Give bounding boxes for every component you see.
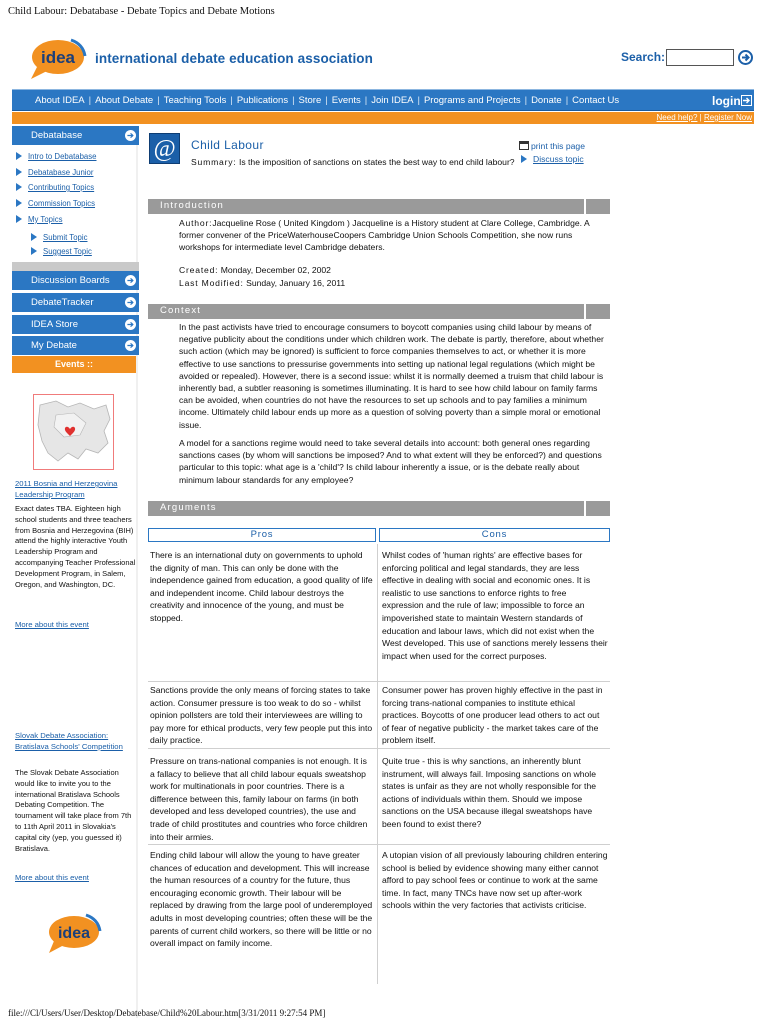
discuss-topic-link[interactable] <box>521 154 584 164</box>
sidebar-tab-debatetracker[interactable] <box>12 293 139 312</box>
section-header-context <box>148 304 610 319</box>
event2-title-link[interactable]: Slovak Debate Association: Bratislava Schools' Competition <box>15 731 123 751</box>
pro-argument-1: There is an international duty on governments to uphold the dignity of man. This can only be done with the independence gained from education, a good quality of life and independent income. Child labour destroys the creativity and innocence of the young, and must be stopped. <box>150 550 373 623</box>
nav-separator: | <box>230 95 233 106</box>
register-link[interactable]: Register Now <box>703 113 752 122</box>
divider <box>584 199 586 214</box>
nav-separator: | <box>417 95 420 106</box>
discuss-topic-label[interactable]: Discuss topic <box>533 154 584 164</box>
sidebar-link-label[interactable]: Intro to Debatabase <box>28 152 97 161</box>
triangle-icon <box>16 168 22 176</box>
row-divider <box>148 681 610 682</box>
org-name: international debate education association <box>95 51 374 66</box>
document-print-footer: file:///Cl/Users/User/Desktop/Debatebase/Child%20Labour.htm[3/31/2011 9:27:54 PM] <box>8 1008 326 1018</box>
nav-donate[interactable]: Donate <box>531 95 562 106</box>
help-links <box>657 113 752 122</box>
sidebar-tab-label: Discussion Boards <box>31 275 110 286</box>
triangle-icon <box>521 155 527 163</box>
login-button[interactable]: login <box>712 94 741 108</box>
triangle-icon <box>16 183 22 191</box>
event2-more-link[interactable]: More about this event <box>15 873 89 882</box>
pro-argument-4: Ending child labour will allow the young to have greater chances of education and development. This will increase the human resources of a country for the future, thus encouraging economic growth. Their labour will be replaced by drawing from the large pool of underemployed adults in most developing countries; often these will be the parents of current child workers, so there will be little or no overall impact on family income. <box>150 850 373 949</box>
help-bar <box>12 112 754 124</box>
event1-title-link[interactable]: 2011 Bosnia and Herzegovina Leadership Program <box>15 479 118 499</box>
modified-value: Sunday, January 16, 2011 <box>246 278 346 288</box>
modified-line <box>179 277 345 289</box>
arrow-right-icon: ➔ <box>125 130 136 141</box>
sidebar-spacer <box>12 262 139 271</box>
nav-separator: | <box>524 95 528 106</box>
sidebar-link-contributing[interactable] <box>16 183 94 192</box>
triangle-icon <box>31 247 37 255</box>
sidebar-link-label[interactable]: Commission Topics <box>28 199 96 208</box>
arrow-right-icon: ➔ <box>125 275 136 286</box>
nav-contact-us[interactable]: Contact Us <box>572 95 620 106</box>
sidebar-tab-label: Debatabase <box>31 130 83 141</box>
divider <box>584 501 586 516</box>
topic-summary <box>191 157 519 169</box>
debatabase-at-icon <box>149 133 180 164</box>
section-header-arguments <box>148 501 610 516</box>
cons-header: Cons <box>379 528 610 542</box>
triangle-icon <box>16 152 22 160</box>
pros-header: Pros <box>148 528 376 542</box>
nav-events[interactable]: Events <box>331 95 361 106</box>
sidebar-link-label[interactable]: Submit Topic <box>43 233 88 242</box>
con-argument-4: A utopian vision of all previously labouring children entering school is belied by evidence showing many either cannot afford to pay school fees or continue to work at the same time. In fact, many TNCs have now set up after-work schools within the very factories that activists criticise. <box>382 850 608 911</box>
nav-separator: | <box>325 95 328 106</box>
context-paragraph-2: A model for a sanctions regime would need to take several details into account: both general ones regarding sanctions cases (by whom will sanctions be imposed? And to what extent will they be enforced?) and questions particular to this topic: what age is a 'child'? Is child labour inherently a issue, or is the debate really about minimum labour standards for any employee? <box>179 438 602 485</box>
nav-teaching-tools[interactable]: Teaching Tools <box>163 95 227 106</box>
arrow-right-icon: ➔ <box>125 340 136 351</box>
idea-logo[interactable] <box>27 34 87 84</box>
row-divider <box>148 844 610 845</box>
created-label: Created: <box>179 265 219 275</box>
nav-separator: | <box>292 95 295 106</box>
section-title: Context <box>160 305 202 316</box>
login-arrow-icon[interactable] <box>741 95 752 106</box>
nav-publications[interactable]: Publications <box>236 95 289 106</box>
event-map-image[interactable] <box>33 394 114 470</box>
summary-label: Summary: <box>191 157 237 167</box>
print-page-link[interactable] <box>519 141 585 151</box>
event2-body: The Slovak Debate Association would like to invite you to the international Bratislava Schools Debating Competition. The tournament will take place from 7th to 11th April 2011 in Slovakia's capital city (yep, you guessed it) Bratislava. <box>15 768 132 853</box>
nav-store[interactable]: Store <box>298 95 322 106</box>
modified-label: Last Modified: <box>179 278 244 288</box>
event1-more-link[interactable]: More about this event <box>15 620 89 629</box>
sidebar-link-my-topics[interactable] <box>16 215 63 224</box>
sidebar-link-label[interactable]: My Topics <box>28 215 63 224</box>
nav-separator: | <box>364 95 368 106</box>
nav-programs[interactable]: Programs and Projects <box>423 95 521 106</box>
nav-separator: | <box>565 95 569 106</box>
pro-argument-3: Pressure on trans-national companies is not enough. It is a fallacy to believe that all child labour equals sweatshop work for multinationals in poor countries. There is a difference between this, family labour on farms (in both developed and less developed countries), the use and trade of child prostitutes and countries who force children into their armies. <box>150 756 368 842</box>
author-text: Jacqueline Rose ( United Kingdom ) Jacqueline is a History student at Clare College, Cambridge. A former convener of the PriceWaterhouseCoopers Cambridge Union Schools Competition, she now runs workshops for intermediate level Cambridge debaters. <box>179 218 590 253</box>
author-label: Author: <box>179 218 213 228</box>
nav-items <box>35 95 619 106</box>
sidebar-link-commission[interactable] <box>16 199 95 208</box>
section-title: Arguments <box>160 502 217 513</box>
sidebar-tab-label: DebateTracker <box>31 297 94 308</box>
logo-text: idea <box>40 48 76 67</box>
sidebar-tab-debatabase[interactable] <box>12 126 139 145</box>
nav-about-idea[interactable]: About IDEA <box>35 95 85 106</box>
nav-about-debate[interactable]: About Debate <box>95 95 154 106</box>
sidebar-tab-label: IDEA Store <box>31 319 78 330</box>
page-title: Child Labour <box>191 138 264 152</box>
sidebar-link-junior[interactable] <box>16 168 93 177</box>
main-nav <box>12 89 754 111</box>
sidebar-link-submit-topic[interactable] <box>31 233 88 242</box>
con-argument-3: Quite true - this is why sanctions, an inherently blunt instrument, will always fail. Imposing sanctions on whole states is unfair as they are not wholly responsible for the actions of individuals within them. Should we impose sanctions on the USA because illegal sweatshops have been found to exist there? <box>382 756 597 829</box>
arrow-right-icon: ➔ <box>125 319 136 330</box>
event1-body: Exact dates TBA. Eighteen high school students and three teachers from Bosnia and Herzegovina (BIH) attend the highly interactive Youth Leadership Program and accompanying Teacher Professional Development Program, in Salem, Oregon, and Washington, DC. <box>15 504 136 589</box>
nav-separator: | <box>157 95 160 106</box>
sidebar-tab-idea-store[interactable] <box>12 315 139 334</box>
section-title: Introduction <box>160 200 225 211</box>
print-page-label[interactable]: print this page <box>531 141 585 151</box>
sidebar-link-label[interactable]: Debatabase Junior <box>28 168 94 177</box>
created-line <box>179 264 331 276</box>
sidebar-tab-discussion-boards[interactable] <box>12 271 139 290</box>
row-divider <box>148 748 610 749</box>
arrow-right-icon: ➔ <box>125 297 136 308</box>
sidebar-tab-my-debate[interactable] <box>12 336 139 355</box>
svg-text:@: @ <box>153 136 176 162</box>
triangle-icon <box>16 199 22 207</box>
summary-text: Is the imposition of sanctions on states the best way to end child labour? <box>238 157 515 167</box>
context-paragraph-1: In the past activists have tried to encourage consumers to boycott companies using child labour by means of negative publicity about the conditions under which children work. The debate is partly, therefore, about whether such action (which may be ignored) is sufficient to force companies themselves to act, or whether it is more effective to use sanctions to pressurise governments into setting up national legal regulations (which might be avoided or repealed). However, there is a second issue: whilst it is normally deemed a truism that child labour is inherently bad, a subtler reasoning is sometimes illuminating. It is hard to see how child labour on family farms can be avoided, when countries do not have the resources to set up schools and to pay families a minimum income. Ultimately child labour ends up more as a question of solving poverty than a simple moral or emotional issue. <box>179 322 604 430</box>
con-argument-1: Whilst codes of 'human rights' are effective bases for enforcing political and legal standards, they are less effective in dealing with social and economic ones. It is realistic to use sanctions to enforce rights to free expression and the rule of law; impossible to force an impoverished state to maintain Western standards of education and labour laws, which did not exist when the West developed. This use of sanctions merely lessens their impact when used for the correct purposes. <box>382 550 608 661</box>
search-go-icon[interactable] <box>737 49 754 66</box>
events-header: Events :: <box>12 356 136 373</box>
idea-logo-bottom[interactable] <box>44 910 102 956</box>
sidebar-link-suggest-topic[interactable] <box>31 247 92 256</box>
created-value: Monday, December 02, 2002 <box>220 265 331 275</box>
help-separator: | <box>699 113 702 122</box>
table-divider <box>377 544 378 984</box>
sidebar-link-label[interactable]: Contributing Topics <box>28 183 95 192</box>
author-paragraph <box>179 217 609 254</box>
con-argument-2: Consumer power has proven highly effective in the past in forcing trans-national companies to institute ethical practices. Boycotts of one producer lead others to act out of fear of negative publicity - the market takes care of the problem itself. <box>382 685 603 746</box>
logo-text: idea <box>57 925 91 942</box>
divider <box>584 304 586 319</box>
section-header-introduction <box>148 199 610 214</box>
document-print-title: Child Labour: Debatabase - Debate Topics and Debate Motions <box>8 6 275 17</box>
search-label: Search: <box>621 50 666 64</box>
need-help-link[interactable]: Need help? <box>656 113 698 122</box>
sidebar-link-label[interactable]: Suggest Topic <box>43 247 92 256</box>
triangle-icon <box>16 215 22 223</box>
triangle-icon <box>31 233 37 241</box>
pro-argument-2: Sanctions provide the only means of forcing states to take action. Consumer pressure is too weak to do so - whilst opinion pollsters are told their interviewees are willing to pay more for ethical products, very few people put this into daily practice. <box>150 685 373 746</box>
search-input[interactable] <box>666 49 734 66</box>
sidebar-link-intro[interactable] <box>16 152 97 161</box>
nav-separator: | <box>88 95 92 106</box>
printer-icon[interactable] <box>519 141 529 150</box>
sidebar-tab-label: My Debate <box>31 340 77 351</box>
nav-join-idea[interactable]: Join IDEA <box>371 95 414 106</box>
